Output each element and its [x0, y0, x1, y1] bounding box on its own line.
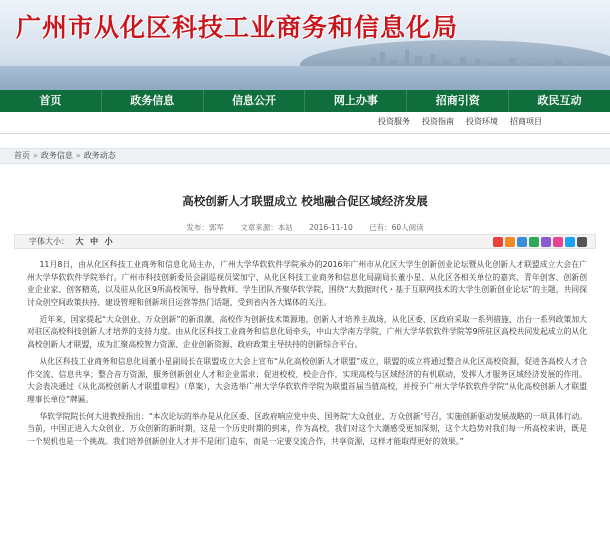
font-size-small-button[interactable]: 小	[104, 237, 113, 246]
article-paragraph: 华软学院院长何大进教授指出：“本次论坛的举办是从化区委、区政府响应党中央、国务院‘大众创业、万众创新’号召，实施创新驱动发展战略的一项具体行动。当前，中国正进入大众创业、万众创新的新时期，这是一个历史时期的到来，作为高校，我们对这个大潮感受更加深刻，这个大趋势对我们每一所高校来讲，既是一个契机也是一个挑战。我们培养创新创业人才并不是闭门造车，而是一定要交流合作，共享资源，这样才能取得更好的效果。”	[27, 411, 587, 446]
article-author: 发布：郭军	[186, 223, 224, 232]
share-wechat-icon[interactable]	[529, 237, 539, 247]
nav-item-government-info[interactable]: 政务信息	[102, 90, 204, 112]
article-date: 2016-11-10	[309, 223, 353, 232]
share-more-icon[interactable]	[577, 237, 587, 247]
site-title[interactable]: 广州市从化区科技工业商务和信息化局	[16, 13, 459, 42]
nav-item-home[interactable]: 首页	[0, 90, 102, 112]
share-twitter-icon[interactable]	[565, 237, 575, 247]
article-paragraph: 从化区科技工业商务和信息化局董小星副局长在联盟成立大会上宣布“从化高校创新人才联盟”成立，联盟的成立将通过整合从化区高校资源，促进各高校人才合作交流、信息共享；整合音方资源，服务创新创业人才和企业需求；促进校校、校企合作，实现高校与区域经济的有机联动，发挥人才服务区域经济发展的作用。大会表决通过《从化高校创新人才联盟章程》（草案），大会选举广州大学华软软件学院为联盟首届当值高校，并授予广州大学华软软件学院“从化高校创新人才联盟理事长单位”牌匾。	[27, 356, 587, 404]
font-size-label: 字体大小：	[29, 237, 69, 246]
nav-item-online-services[interactable]: 网上办事	[305, 90, 407, 112]
sub-nav	[0, 112, 610, 134]
breadcrumb	[0, 148, 610, 164]
subnav-item-investment-guide[interactable]: 投资指南	[422, 117, 454, 126]
article-views: 已有：60人阅读	[369, 223, 424, 232]
article-paragraph: 近年来，国家提起“大众创业、万众创新”的新浪潮，高校作为创新技术策源地，创新人才培养主战场，从化区委、区政府采取一系列措施，出台一系列政策加大对驻区高校科技创新人才培养的支持力度。由从化区科技工业商务和信息化局牵头，中山大学南方学院、广州大学华软软件学院等9所驻区高校共同发起成立的从化高校创新人才联盟，成为汇聚高校智力资源、企业创新资源、政府政策主导扶持的创新综合平台。	[27, 314, 587, 349]
breadcrumb-separator: »	[75, 151, 81, 160]
article-source: 文章来源：本站	[240, 223, 293, 232]
share-douban-icon[interactable]	[553, 237, 563, 247]
share-tencent-icon[interactable]	[517, 237, 527, 247]
breadcrumb-government-news[interactable]: 政务动态	[83, 151, 116, 160]
share-icons	[493, 237, 587, 247]
header-banner	[0, 0, 610, 90]
font-size-medium-button[interactable]: 中	[90, 237, 99, 246]
share-weibo-icon[interactable]	[493, 237, 503, 247]
breadcrumb-home[interactable]: 首页	[14, 151, 30, 160]
share-renren-icon[interactable]	[541, 237, 551, 247]
article-meta	[0, 222, 610, 233]
main-nav	[0, 90, 610, 112]
article-title: 高校创新人才联盟成立 校地融合促区域经济发展	[182, 194, 428, 208]
article-paragraph: 11月8日，由从化区科技工业商务和信息化局主办，广州大学华软软件学院承办的2016年广州市从化区大学生创新创业论坛暨从化创新人才联盟成立大会在广州大学华软软件学院举行。广州市科技创新委员会副巡视员梁加宁、从化区科技工业商务和信息化局副局长董小星、从化区各相关单位的嘉宾、青年创客、创新创业企业家、创客精英，以及驻从化区9所高校领导、指导教师、学生团队齐聚华软学院，围绕“大数据时代・基于互联网技术的大学生创新创业论坛”的主题，共同探讨众创空间政策扶持、建设管理和创新项目运营等热门话题，受到省内各大媒体的关注。	[27, 260, 587, 307]
subnav-item-investment-service[interactable]: 投资服务	[378, 117, 410, 126]
banner-water	[0, 66, 610, 90]
article-toolbar	[14, 234, 596, 249]
subnav-item-investment-projects[interactable]: 招商项目	[510, 117, 542, 126]
breadcrumb-separator: »	[33, 151, 38, 160]
nav-item-info-disclosure[interactable]: 信息公开	[204, 90, 306, 112]
breadcrumb-government-info[interactable]: 政务信息	[40, 151, 73, 160]
nav-item-investment[interactable]: 招商引资	[407, 90, 509, 112]
share-qzone-icon[interactable]	[505, 237, 515, 247]
article-content	[27, 259, 587, 453]
nav-item-public-interaction[interactable]: 政民互动	[537, 94, 582, 107]
font-size-large-button[interactable]: 大	[75, 237, 84, 246]
subnav-item-investment-environment[interactable]: 投资环境	[466, 117, 498, 126]
